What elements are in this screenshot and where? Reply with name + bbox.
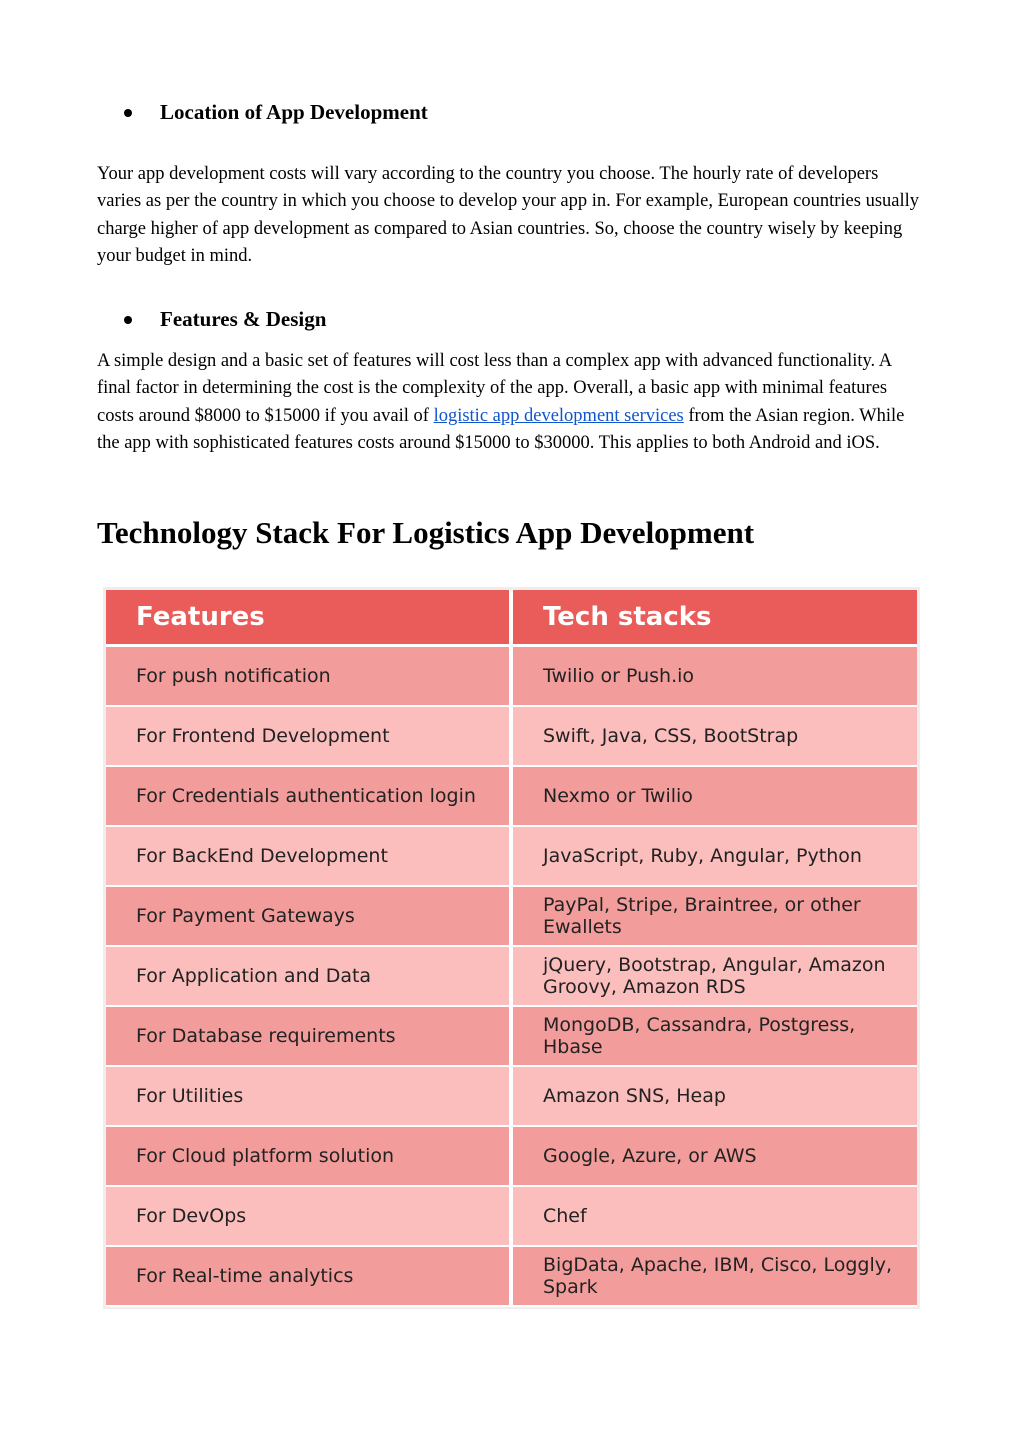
table-row: [106, 827, 917, 887]
stack-cell: jQuery, Bootstrap, Angular, Amazon Groovy, Amazon RDS: [513, 947, 917, 1007]
stack-cell: Nexmo or Twilio: [513, 767, 917, 827]
logistic-app-development-link[interactable]: logistic app development services: [433, 405, 684, 426]
feature-cell: For Credentials authentication login: [106, 767, 513, 827]
table-row: [106, 767, 917, 827]
feature-cell: For BackEnd Development: [106, 827, 513, 887]
bullet-icon: [124, 316, 132, 324]
features-heading-text: Features & Design: [160, 307, 327, 331]
stack-cell: BigData, Apache, IBM, Cisco, Loggly, Spark: [513, 1247, 917, 1307]
features-column-header: Features: [106, 590, 513, 647]
feature-cell: For Real-time analytics: [106, 1247, 513, 1307]
feature-cell: For Payment Gateways: [106, 887, 513, 947]
tech-stack-table-container: [103, 587, 920, 1309]
stack-cell: Amazon SNS, Heap: [513, 1067, 917, 1127]
features-body-start: A simple design and a basic set of features will cost less than a complex app with advanced functionality. A final factor in determining the cost is the complexity of the app. Overall, a basic app with minimal features costs around $8000 to $15000 if you avail of: [97, 351, 892, 426]
table-header-row: [106, 590, 917, 647]
stack-cell: Twilio or Push.io: [513, 647, 917, 707]
table-row: [106, 647, 917, 707]
features-paragraph: [97, 348, 927, 457]
feature-cell: For Application and Data: [106, 947, 513, 1007]
stack-cell: MongoDB, Cassandra, Postgress, Hbase: [513, 1007, 917, 1067]
tech-stack-heading: Technology Stack For Logistics App Development: [97, 515, 755, 550]
location-heading: [124, 100, 428, 125]
features-heading: [124, 307, 326, 332]
table-row: [106, 887, 917, 947]
table-row: [106, 1247, 917, 1307]
table-row: [106, 947, 917, 1007]
stack-cell: Swift, Java, CSS, BootStrap: [513, 707, 917, 767]
table-row: [106, 1127, 917, 1187]
location-heading-text: Location of App Development: [160, 100, 428, 124]
feature-cell: For Utilities: [106, 1067, 513, 1127]
stack-cell: JavaScript, Ruby, Angular, Python: [513, 827, 917, 887]
feature-cell: For Cloud platform solution: [106, 1127, 513, 1187]
tech-stacks-column-header: Tech stacks: [513, 590, 917, 647]
stack-cell: PayPal, Stripe, Braintree, or other Ewallets: [513, 887, 917, 947]
feature-cell: For Frontend Development: [106, 707, 513, 767]
table-row: [106, 1067, 917, 1127]
tech-stack-table: [106, 590, 917, 1307]
feature-cell: For Database requirements: [106, 1007, 513, 1067]
stack-cell: Chef: [513, 1187, 917, 1247]
feature-cell: For push notification: [106, 647, 513, 707]
table-row: [106, 1007, 917, 1067]
feature-cell: For DevOps: [106, 1187, 513, 1247]
features-body-end: from the Asian region. While the app with sophisticated features costs around $15000 to $30000. This applies to both Android and iOS.: [97, 405, 905, 453]
location-paragraph: Your app development costs will vary according to the country you choose. The hourly rate of developers varies as per the country in which you choose to develop your app in. For example, European countries usually charge higher of app development as compared to Asian countries. So, choose the country wisely by keeping your budget in mind.: [97, 164, 920, 266]
bullet-icon: [124, 109, 132, 117]
table-row: [106, 1187, 917, 1247]
table-row: [106, 707, 917, 767]
stack-cell: Google, Azure, or AWS: [513, 1127, 917, 1187]
